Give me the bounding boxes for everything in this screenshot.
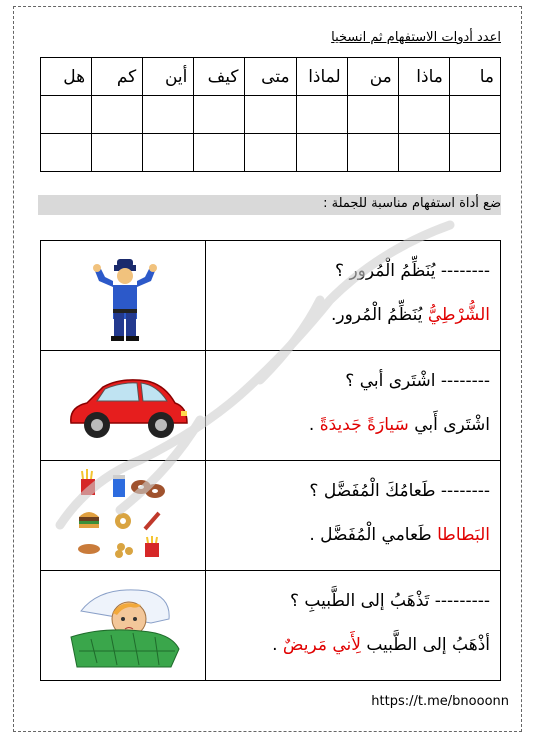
question-word: من	[347, 58, 398, 96]
answer-highlight: الشُّرْطِيُّ	[427, 305, 490, 325]
question-text: يُنَظِّمُ الْمُرور ؟	[335, 261, 436, 281]
answer-line	[309, 415, 490, 435]
image-cell	[41, 241, 206, 351]
answer-text: طَعامي الْمُفَضَّل .	[309, 525, 432, 545]
image-cell	[41, 461, 206, 571]
answer-text: اشْتَرى أَبي	[414, 415, 490, 435]
blank-cell[interactable]	[194, 134, 245, 172]
sick-child-icon	[41, 571, 205, 680]
exercise-row	[41, 571, 501, 681]
question-line	[309, 481, 490, 501]
question-word: كيف	[194, 58, 245, 96]
policeman-icon	[41, 241, 205, 350]
blank-cell[interactable]	[347, 96, 398, 134]
question-word: متى	[245, 58, 296, 96]
section-heading-2: ضع أداة استفهام مناسبة للجملة :	[323, 196, 501, 211]
question-text: تَذْهَبُ إلى الطَّبيبِ ؟	[289, 591, 430, 611]
blank-cell[interactable]	[449, 96, 500, 134]
blank-cell[interactable]	[41, 96, 92, 134]
red-car-icon	[41, 351, 205, 460]
answer-blank[interactable]: --------	[440, 261, 490, 281]
blank-cell[interactable]	[296, 96, 347, 134]
blank-cell[interactable]	[194, 96, 245, 134]
question-line	[335, 261, 490, 281]
question-word: هل	[41, 58, 92, 96]
answer-highlight: لِأَني مَريضٌ	[282, 635, 361, 655]
answer-end: .	[272, 635, 278, 655]
fast-food-icon	[41, 461, 205, 570]
answer-highlight: البَطاطا	[437, 525, 490, 545]
blank-cell[interactable]	[92, 134, 143, 172]
exercise-row	[41, 461, 501, 571]
telegram-link[interactable]: https://t.me/bnooonn	[371, 694, 509, 709]
question-word: ما	[449, 58, 500, 96]
answer-end: .	[308, 415, 315, 435]
blank-cell[interactable]	[398, 96, 449, 134]
image-cell	[41, 571, 206, 681]
exercise-row	[41, 351, 501, 461]
question-word: لماذا	[296, 58, 347, 96]
exercise-row	[41, 241, 501, 351]
blank-cell[interactable]	[143, 134, 194, 172]
answer-text: أذْهَبُ إلى الطَّبيب	[366, 635, 490, 655]
blank-cell[interactable]	[296, 134, 347, 172]
blank-cell[interactable]	[92, 96, 143, 134]
image-cell	[41, 351, 206, 461]
sentence-cell	[206, 461, 501, 571]
answer-blank[interactable]: ---------	[434, 591, 490, 611]
blank-cell[interactable]	[398, 134, 449, 172]
question-word: أين	[143, 58, 194, 96]
answer-highlight: سَيارَةً جَديدَةً	[319, 415, 409, 435]
section-heading-1: اعدد أدوات الاستفهام ثم انسخيا	[331, 30, 501, 45]
answer-line	[309, 525, 490, 545]
answer-blank[interactable]: --------	[440, 371, 490, 391]
answer-line	[272, 635, 490, 655]
blank-cell[interactable]	[41, 134, 92, 172]
sentence-cell	[206, 351, 501, 461]
answer-text: يُنَظِّمُ الْمُرور.	[330, 305, 423, 325]
answer-line	[331, 305, 490, 325]
blank-cell[interactable]	[449, 134, 500, 172]
blank-cell[interactable]	[245, 134, 296, 172]
sentence-cell	[206, 571, 501, 681]
question-words-table	[40, 57, 501, 172]
exercise-table	[40, 240, 501, 681]
question-line	[290, 591, 490, 611]
answer-blank[interactable]: --------	[440, 481, 490, 501]
sentence-cell	[206, 241, 501, 351]
blank-cell[interactable]	[245, 96, 296, 134]
blank-cell[interactable]	[143, 96, 194, 134]
question-text: طَعامُكَ الْمُفَضَّل ؟	[309, 481, 436, 501]
question-word: ماذا	[398, 58, 449, 96]
question-text: اشْتَرى أبي ؟	[345, 371, 436, 391]
question-line	[345, 371, 490, 391]
question-word: كم	[92, 58, 143, 96]
blank-cell[interactable]	[347, 134, 398, 172]
